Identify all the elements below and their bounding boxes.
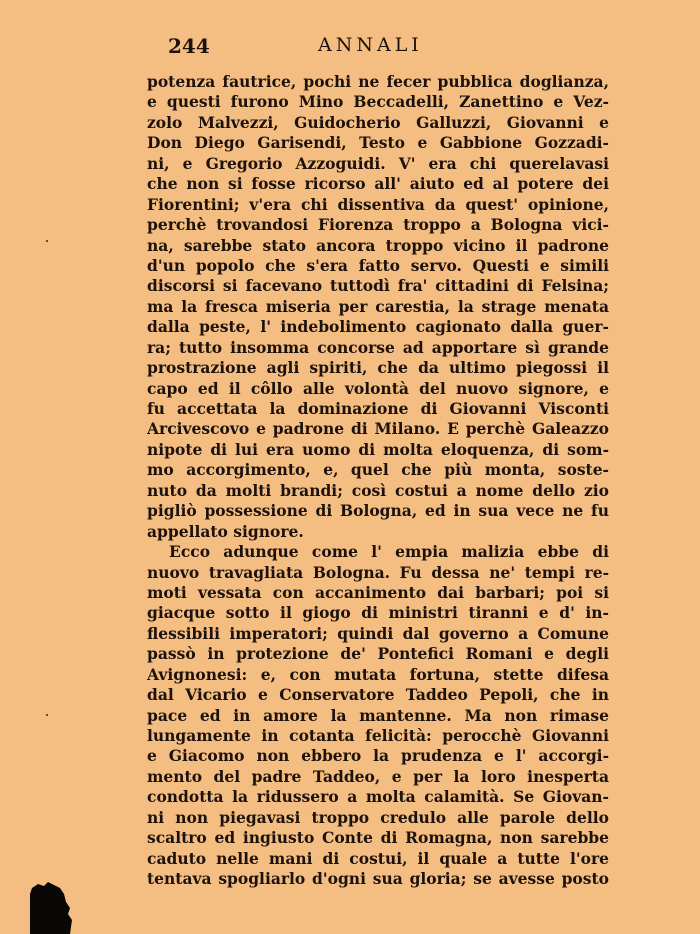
text-line: Arcivescovo e padrone di Milano. E perchè Galeazzo (147, 419, 609, 439)
paragraph-2 (147, 542, 609, 889)
text-line: Avignonesi: e, con mutata fortuna, stette difesa (147, 664, 609, 684)
paragraph-1 (147, 72, 609, 542)
text-line: dal Vicario e Conservatore Taddeo Pepoli, che in (147, 685, 609, 705)
text-line: caduto nelle mani di costui, il quale a tutte l'ore (147, 848, 609, 868)
text-line: dalla peste, l' indebolimento cagionato dalla guer- (147, 317, 609, 337)
running-head: ANNALI (318, 34, 423, 56)
text-line: passò in protezione de' Pontefici Romani e degli (147, 644, 609, 664)
text-line: Ecco adunque come l' empia malizia ebbe di (169, 542, 609, 562)
text-line: d'un popolo che s'era fatto servo. Questi e simili (147, 255, 609, 275)
text-line: nuovo travagliata Bologna. Fu dessa ne' tempi re- (147, 562, 609, 582)
text-line: zolo Malvezzi, Guidocherio Galluzzi, Giovanni e (147, 112, 609, 132)
text-line: mento del padre Taddeo, e per la loro inesperta (147, 766, 609, 786)
torn-corner-mark (30, 880, 72, 934)
margin-speck (46, 240, 48, 242)
text-line: appellato signore. (147, 521, 304, 541)
text-line: ni non piegavasi troppo credulo alle parole dello (147, 807, 609, 827)
text-line: Don Diego Garisendi, Testo e Gabbione Gozzadi- (147, 133, 609, 153)
text-line: pace ed in amore la mantenne. Ma non rimase (147, 705, 609, 725)
body-text (147, 72, 609, 890)
text-line: fu accettata la dominazione di Giovanni Visconti (147, 399, 609, 418)
page-header (168, 34, 608, 60)
text-line: ma la fresca miseria per carestia, la strage menata (147, 296, 609, 316)
text-line: e questi furono Mino Beccadelli, Zanettino e Vez- (147, 92, 609, 112)
text-line: nuto da molti brandi; così costui a nome dello zio (147, 480, 609, 500)
text-line: giacque sotto il giogo di ministri tiranni e d' in- (147, 603, 609, 623)
text-line: condotta la ridussero a molta calamità. Se Giovan- (147, 787, 609, 807)
text-line: lungamente in cotanta felicità: perocchè Giovanni (147, 726, 609, 745)
text-line: scaltro ed ingiusto Conte di Romagna, non sarebbe (147, 828, 609, 848)
margin-speck (46, 714, 48, 716)
text-line: nipote di lui era uomo di molta eloquenza, di som- (147, 439, 609, 459)
text-line: moti vessata con accanimento dai barbari; poi si (147, 582, 609, 602)
text-line: tentava spogliarlo d'ogni sua gloria; se avesse posto (147, 869, 609, 889)
text-line: mo accorgimento, e, quel che più monta, soste- (147, 460, 609, 480)
text-line: discorsi si facevano tuttodì fra' cittadini di Felsina; (147, 276, 609, 296)
text-line: potenza fautrice, pochi ne fecer pubblica doglianza, (147, 72, 609, 91)
text-line: perchè trovandosi Fiorenza troppo a Bologna vici- (147, 215, 609, 235)
text-line: na, sarebbe stato ancora troppo vicino il padrone (147, 235, 609, 255)
text-line: che non si fosse ricorso all' aiuto ed al potere dei (147, 174, 609, 194)
page-number: 244 (168, 34, 210, 58)
text-line: capo ed il côllo alle volontà del nuovo signore, e (147, 378, 609, 398)
text-line: e Giacomo non ebbero la prudenza e l' accorgi- (147, 746, 609, 766)
text-line: ni, e Gregorio Azzoguidi. V' era chi querelavasi (147, 153, 609, 173)
text-line: ra; tutto insomma concorse ad apportare sì grande (147, 337, 609, 357)
text-line: pigliò possessione di Bologna, ed in sua vece ne fu (147, 501, 609, 521)
text-line: flessibili imperatori; quindi dal governo a Comune (147, 623, 609, 643)
text-line: prostrazione agli spiriti, che da ultimo piegossi il (147, 358, 609, 378)
text-line: Fiorentini; v'era chi dissentiva da quest' opinione, (147, 194, 609, 214)
